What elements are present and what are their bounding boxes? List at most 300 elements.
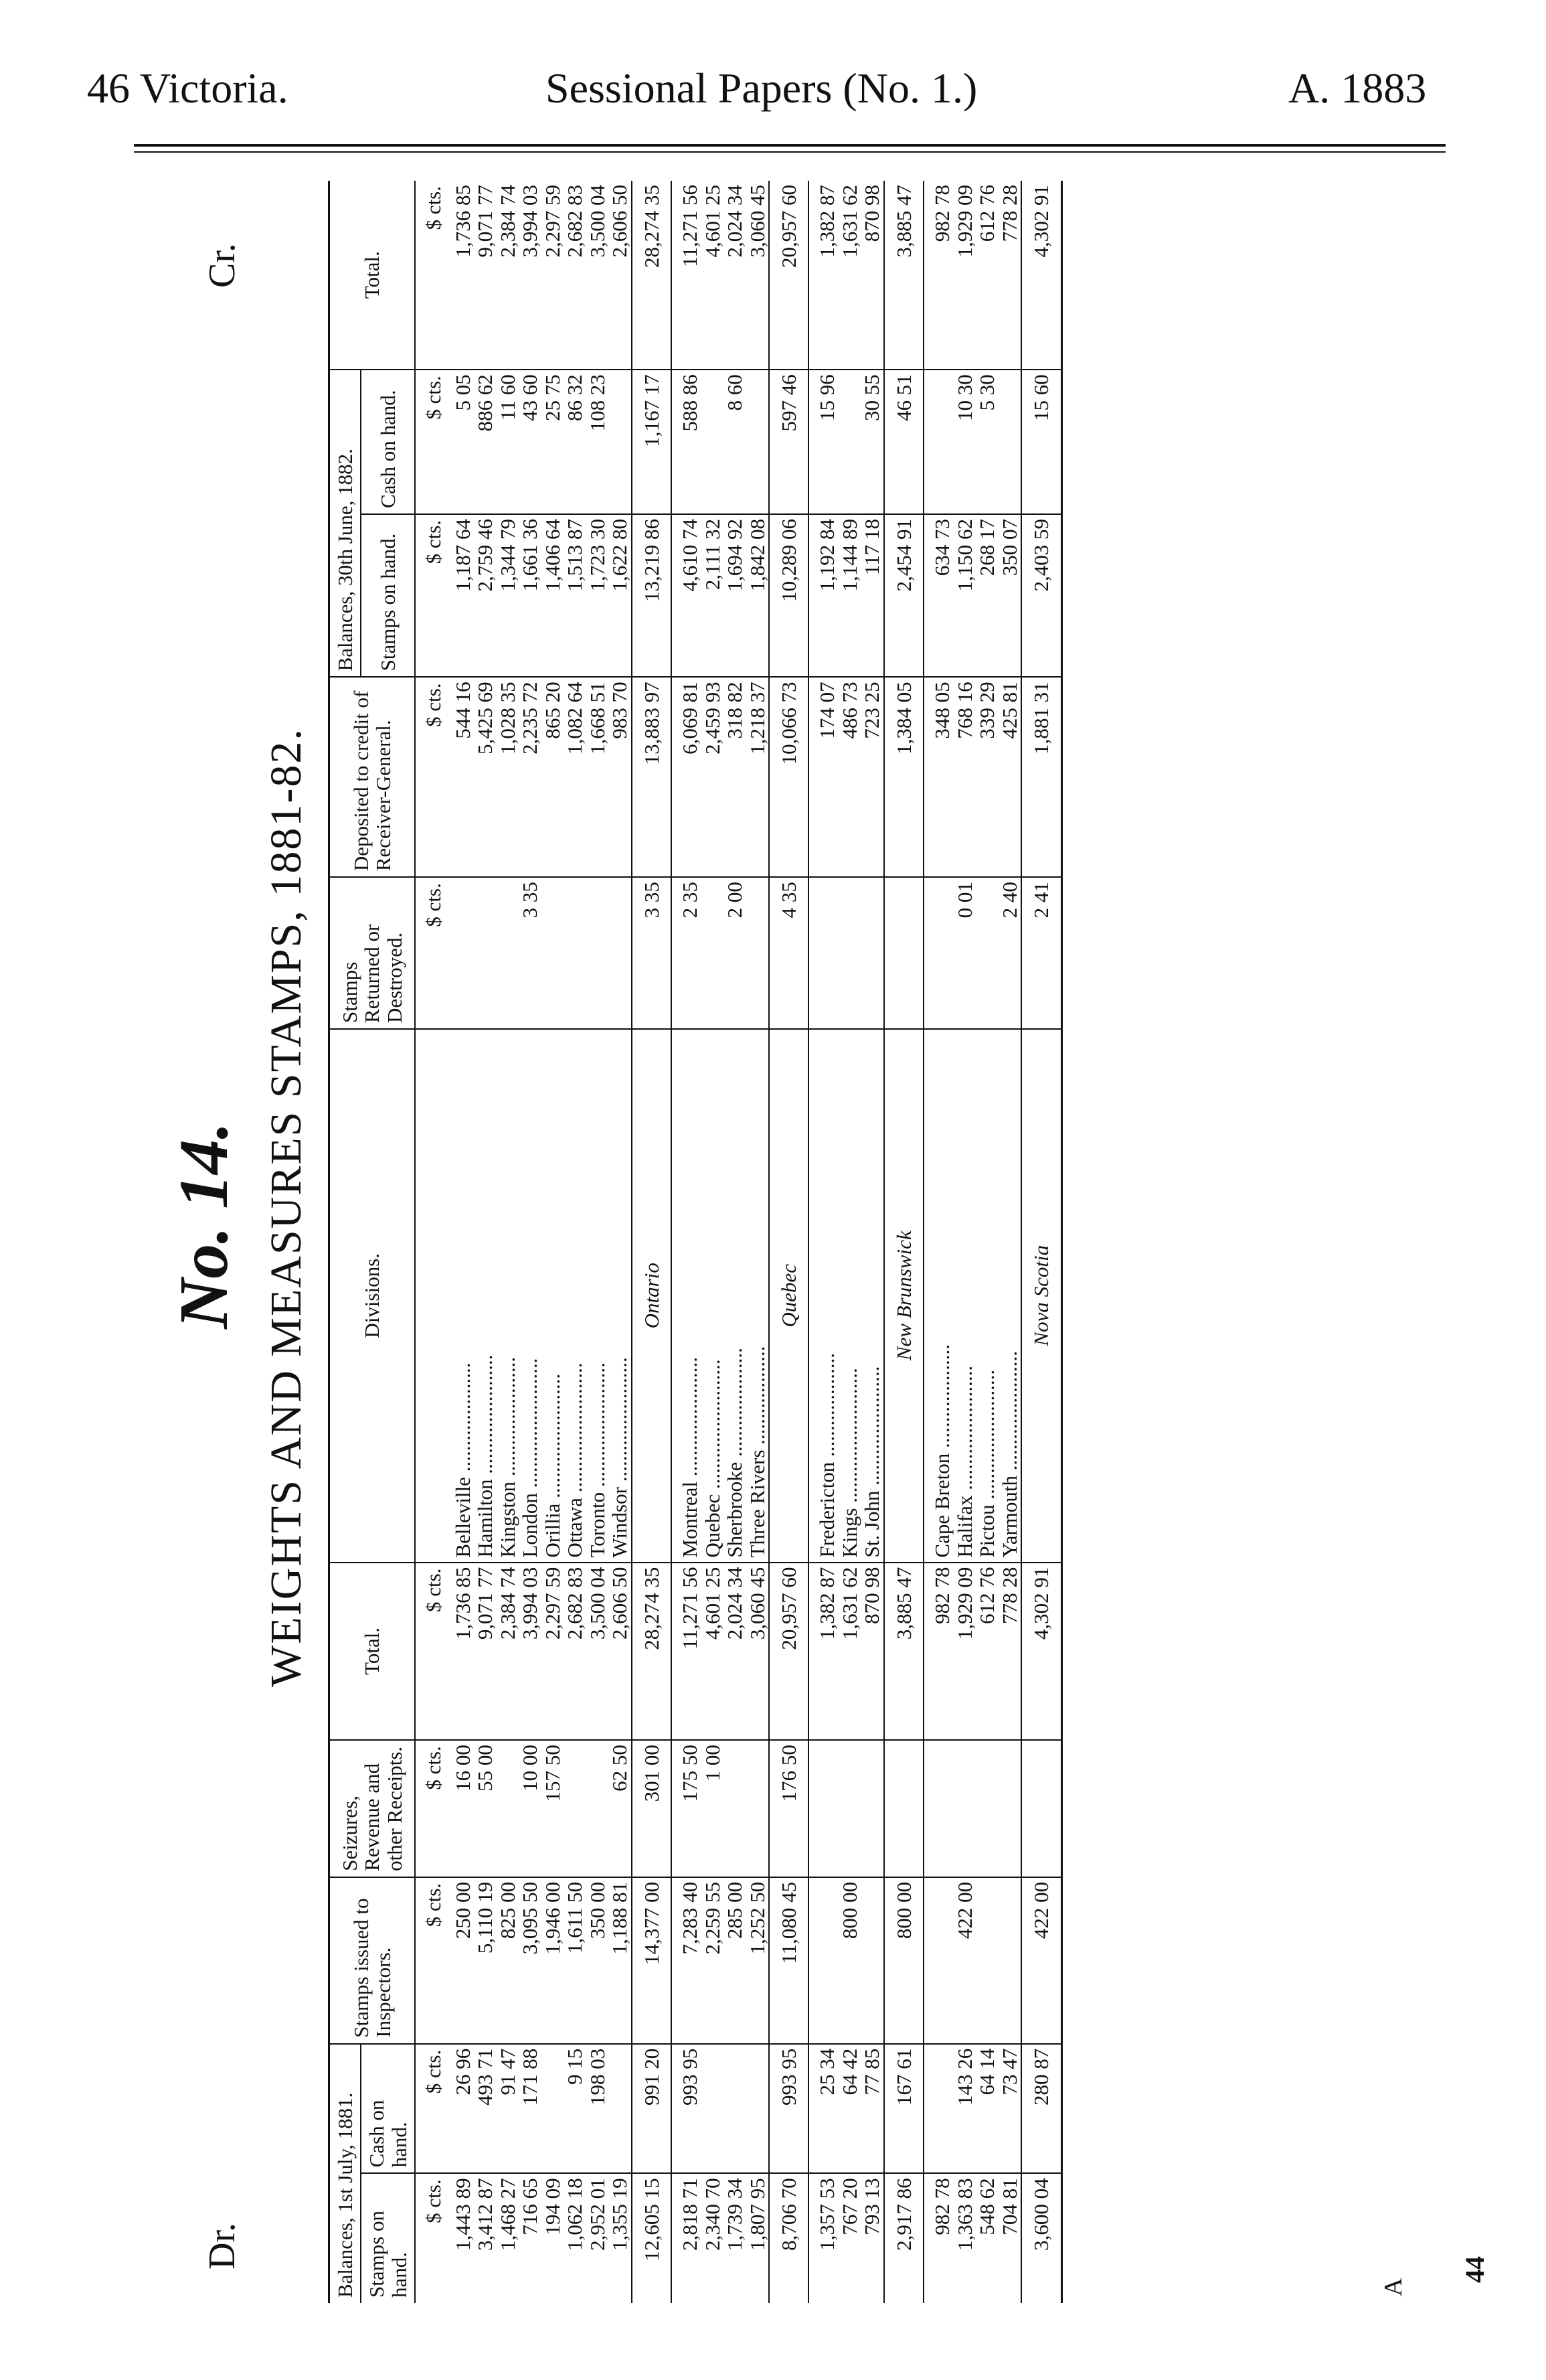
total-credit-cell: 9,071 77 — [474, 181, 496, 370]
stamps-returned-cell — [474, 877, 496, 1029]
cash-on-hand-1882-cell: 108 23 — [586, 370, 608, 514]
cash-on-hand-1881-cell: 280 87 — [1021, 2044, 1061, 2174]
table-row — [519, 181, 541, 2303]
stamps-on-hand-1881-cell: 1,357 53 — [815, 2178, 839, 2251]
cash-on-hand-1882-cell — [839, 370, 861, 514]
total-credit-cell: 778 28 — [999, 181, 1021, 370]
table-row — [608, 181, 631, 2303]
stamps-on-hand-1881-cell: 716 65 — [518, 2178, 542, 2235]
currency-label: $ cts. — [415, 2044, 451, 2174]
total-debit-cell: 9,071 77 — [474, 1563, 496, 1741]
total-credit-cell: 4,302 91 — [1021, 181, 1061, 370]
cash-on-hand-1882-cell: 5 05 — [452, 370, 474, 514]
cash-on-hand-1881-cell: 64 42 — [839, 2044, 861, 2174]
header-rule — [134, 144, 1446, 147]
cash-on-hand-1882-cell: 30 55 — [861, 370, 883, 514]
total-debit-cell: 1,736 85 — [452, 1563, 474, 1741]
stamps-on-hand-1882-cell: 268 17 — [976, 514, 998, 677]
col-stamps-on-hand: Stamps on hand. — [361, 2173, 415, 2303]
header-volume: 46 Victoria. — [87, 64, 288, 112]
stamps-issued-cell: 250 00 — [452, 1877, 474, 2044]
table-row — [497, 181, 519, 2303]
stamps-on-hand-1882-cell: 1,187 64 — [452, 514, 474, 677]
total-debit-cell: 3,994 03 — [519, 1563, 541, 1741]
cash-on-hand-1881-cell — [701, 2044, 723, 2174]
stamps-returned-cell — [608, 877, 631, 1029]
cash-on-hand-1882-cell: 5 30 — [976, 370, 998, 514]
stamps-returned-cell: 3 35 — [632, 877, 671, 1029]
division-name-cell: Halifax ........................ — [954, 1029, 976, 1563]
total-credit-cell: 11,271 56 — [671, 181, 701, 370]
stamps-issued-cell: 825 00 — [497, 1877, 519, 2044]
deposited-receiver-general-cell: 1,881 31 — [1021, 677, 1061, 877]
cash-on-hand-1882-cell: 10 30 — [954, 370, 976, 514]
total-debit-cell: 612 76 — [976, 1563, 998, 1741]
stamps-returned-cell — [497, 877, 519, 1029]
division-name-cell: Cape Breton .................... — [924, 1029, 953, 1563]
total-debit-cell: 4,601 25 — [701, 1563, 723, 1741]
division-name-cell: Sherbrooke ..................... — [723, 1029, 746, 1563]
total-credit-cell: 2,682 83 — [564, 181, 586, 370]
stamps-on-hand-1882-cell: 1,694 92 — [723, 514, 746, 677]
total-credit-cell: 870 98 — [861, 181, 883, 370]
stamps-returned-cell: 0 01 — [954, 877, 976, 1029]
total-credit-cell: 1,631 62 — [839, 181, 861, 370]
table-row — [541, 181, 564, 2303]
stamps-on-hand-1881-cell: 1,355 19 — [608, 2178, 632, 2251]
stamps-issued-cell — [999, 1877, 1021, 2044]
total-credit-cell: 612 76 — [976, 181, 998, 370]
division-name-cell: Windsor ........................ — [608, 1029, 631, 1563]
table-row — [701, 181, 723, 2303]
stamps-returned-cell — [452, 877, 474, 1029]
stamps-issued-cell: 350 00 — [586, 1877, 608, 2044]
total-credit-cell: 2,606 50 — [608, 181, 631, 370]
table-row — [954, 181, 976, 2303]
stamps-on-hand-1881-cell: 793 13 — [860, 2178, 884, 2235]
col-cash-on-hand: Cash on hand. — [361, 2044, 415, 2174]
total-credit-cell: 28,274 35 — [632, 181, 671, 370]
deposited-receiver-general-cell: 174 07 — [808, 677, 838, 877]
cash-on-hand-1881-cell: 493 71 — [474, 2044, 496, 2174]
stamps-on-hand-1881-cell: 548 62 — [975, 2178, 999, 2235]
stamps-issued-cell: 1,252 50 — [746, 1877, 769, 2044]
margin-mark: A — [1379, 2278, 1407, 2296]
stamps-on-hand-1881-cell: 8,706 70 — [769, 2173, 808, 2303]
cash-on-hand-1881-cell: 171 88 — [519, 2044, 541, 2174]
division-name-cell: London ......................... — [519, 1029, 541, 1563]
stamps-on-hand-1882-cell: 1,406 64 — [541, 514, 564, 677]
stamps-on-hand-1882-cell: 1,723 30 — [586, 514, 608, 677]
total-debit-cell: 870 98 — [861, 1563, 883, 1741]
total-debit-cell: 1,631 62 — [839, 1563, 861, 1741]
division-name-cell: Hamilton ....................... — [474, 1029, 496, 1563]
statement-title: WEIGHTS AND MEASURES STAMPS, 1881-82. — [262, 728, 311, 1687]
stamps-on-hand-1882-cell: 13,219 86 — [632, 514, 671, 677]
seizures-receipts-cell — [746, 1740, 769, 1877]
stamps-on-hand-1881-cell: 1,807 95 — [745, 2178, 769, 2251]
province-total-row — [769, 181, 808, 2303]
cash-on-hand-1881-cell: 991 20 — [632, 2044, 671, 2174]
stamps-on-hand-1882-cell: 2,759 46 — [474, 514, 496, 677]
division-name-cell: Toronto ........................ — [586, 1029, 608, 1563]
total-debit-cell: 20,957 60 — [769, 1563, 808, 1741]
stamps-issued-cell: 2,259 55 — [701, 1877, 723, 2044]
deposited-receiver-general-cell: 544 16 — [452, 677, 474, 877]
total-credit-cell: 1,736 85 — [452, 181, 474, 370]
deposited-receiver-general-cell: 768 16 — [954, 677, 976, 877]
total-debit-cell: 3,060 45 — [746, 1563, 769, 1741]
stamps-on-hand-1881-cell: 767 20 — [837, 2178, 861, 2235]
stamps-returned-cell — [586, 877, 608, 1029]
col-returned: Stamps Returned or Destroyed. — [329, 877, 416, 1029]
stamps-on-hand-1882-cell: 634 73 — [924, 514, 953, 677]
cash-on-hand-1882-cell — [746, 370, 769, 514]
table-row — [746, 181, 769, 2303]
stamps-returned-cell — [924, 877, 953, 1029]
stamps-issued-cell: 1,946 00 — [541, 1877, 564, 2044]
seizures-receipts-cell: 301 00 — [632, 1740, 671, 1877]
stamps-on-hand-1881-cell: 3,412 87 — [473, 2178, 497, 2251]
stamps-issued-cell: 422 00 — [954, 1877, 976, 2044]
cash-on-hand-1882-cell — [701, 370, 723, 514]
seizures-receipts-cell: 16 00 — [452, 1740, 474, 1877]
cash-on-hand-1882-cell: 1,167 17 — [632, 370, 671, 514]
seizures-receipts-cell — [1021, 1740, 1061, 1877]
stamps-on-hand-1881-cell: 704 81 — [997, 2178, 1021, 2235]
seizures-receipts-cell — [924, 1740, 953, 1877]
stamps-returned-cell — [808, 877, 838, 1029]
seizures-receipts-cell — [954, 1740, 976, 1877]
cash-on-hand-1882-cell: 886 62 — [474, 370, 496, 514]
currency-label: $ cts. — [415, 370, 451, 514]
cash-on-hand-1882-cell: 597 46 — [769, 370, 808, 514]
total-debit-cell: 778 28 — [999, 1563, 1021, 1741]
seizures-receipts-cell — [999, 1740, 1021, 1877]
seizures-receipts-cell — [564, 1740, 586, 1877]
stamps-issued-cell: 7,283 40 — [671, 1877, 701, 2044]
stamps-on-hand-1882-cell: 350 07 — [999, 514, 1021, 677]
division-name-cell: Three Rivers ................... — [746, 1029, 769, 1563]
total-credit-cell: 1,929 09 — [954, 181, 976, 370]
seizures-receipts-cell: 10 00 — [519, 1740, 541, 1877]
deposited-receiver-general-cell: 2,459 93 — [701, 677, 723, 877]
total-debit-cell: 2,024 34 — [723, 1563, 746, 1741]
table-row — [586, 181, 608, 2303]
cash-on-hand-1881-cell: 993 95 — [769, 2044, 808, 2174]
stamps-on-hand-1882-cell: 1,661 36 — [519, 514, 541, 677]
ledger-body — [452, 181, 1061, 2303]
stamps-on-hand-1881-cell: 12,605 15 — [632, 2173, 671, 2303]
division-name-cell: Kingston ....................... — [497, 1029, 519, 1563]
stamps-on-hand-1882-cell: 10,289 06 — [769, 514, 808, 677]
page-number: 44 — [1460, 2256, 1490, 2283]
deposited-receiver-general-cell: 425 81 — [999, 677, 1021, 877]
header-year: A. 1883 — [1288, 64, 1427, 112]
division-name-cell: Orillia ........................ — [541, 1029, 564, 1563]
seizures-receipts-cell: 55 00 — [474, 1740, 496, 1877]
header-rule-secondary — [134, 151, 1446, 153]
deposited-receiver-general-cell: 2,235 72 — [519, 677, 541, 877]
deposited-receiver-general-cell: 1,668 51 — [586, 677, 608, 877]
seizures-receipts-cell — [884, 1740, 924, 1877]
division-name-cell: Fredericton .................... — [808, 1029, 838, 1563]
currency-row — [415, 181, 451, 2303]
division-name-cell: St. John ....................... — [861, 1029, 883, 1563]
col-cash-on-hand-2: Cash on hand. — [361, 370, 415, 514]
table-row — [976, 181, 998, 2303]
total-credit-cell: 982 78 — [924, 181, 953, 370]
stamps-returned-cell: 2 35 — [671, 877, 701, 1029]
division-name-cell: Ontario — [632, 1029, 671, 1563]
stamps-returned-cell — [564, 877, 586, 1029]
stamps-on-hand-1881-cell: 2,818 71 — [678, 2178, 702, 2251]
cash-on-hand-1881-cell: 25 34 — [808, 2044, 838, 2174]
total-debit-cell: 2,297 59 — [541, 1563, 564, 1741]
stamps-issued-cell: 800 00 — [839, 1877, 861, 2044]
col-divisions: Divisions. — [329, 1029, 416, 1563]
deposited-receiver-general-cell: 13,883 97 — [632, 677, 671, 877]
stamps-on-hand-1881-cell: 1,443 89 — [450, 2178, 475, 2251]
deposited-receiver-general-cell: 723 25 — [861, 677, 883, 877]
deposited-receiver-general-cell: 486 73 — [839, 677, 861, 877]
rotated-ledger-page — [154, 174, 1490, 2310]
debit-label: Dr. — [201, 2223, 243, 2270]
stamps-returned-cell — [701, 877, 723, 1029]
cash-on-hand-1881-cell: 198 03 — [586, 2044, 608, 2174]
deposited-receiver-general-cell: 1,028 35 — [497, 677, 519, 877]
table-row — [839, 181, 861, 2303]
total-credit-cell: 20,957 60 — [769, 181, 808, 370]
total-debit-cell: 1,929 09 — [954, 1563, 976, 1741]
stamps-issued-cell: 285 00 — [723, 1877, 746, 2044]
province-total-row — [1021, 181, 1061, 2303]
total-credit-cell: 2,024 34 — [723, 181, 746, 370]
division-name-cell: Yarmouth ....................... — [999, 1029, 1021, 1563]
cash-on-hand-1882-cell: 46 51 — [884, 370, 924, 514]
total-debit-cell: 4,302 91 — [1021, 1563, 1061, 1741]
cash-on-hand-1881-cell: 143 26 — [954, 2044, 976, 2174]
table-row — [671, 181, 701, 2303]
total-credit-cell: 2,297 59 — [541, 181, 564, 370]
cash-on-hand-1881-cell: 77 85 — [861, 2044, 883, 2174]
col-total-2: Total. — [329, 181, 416, 370]
deposited-receiver-general-cell: 1,218 37 — [746, 677, 769, 877]
stamps-returned-cell: 2 40 — [999, 877, 1021, 1029]
total-credit-cell: 3,994 03 — [519, 181, 541, 370]
seizures-receipts-cell — [976, 1740, 998, 1877]
stamps-on-hand-1882-cell: 1,513 87 — [564, 514, 586, 677]
stamps-returned-cell — [541, 877, 564, 1029]
stamps-on-hand-1881-cell: 2,917 86 — [884, 2173, 924, 2303]
cash-on-hand-1882-cell: 86 32 — [564, 370, 586, 514]
stamps-issued-cell: 800 00 — [884, 1877, 924, 2044]
cash-on-hand-1881-cell — [541, 2044, 564, 2174]
cash-on-hand-1882-cell: 8 60 — [723, 370, 746, 514]
stamps-returned-cell — [884, 877, 924, 1029]
stamps-on-hand-1882-cell: 4,610 74 — [671, 514, 701, 677]
stamps-on-hand-1882-cell: 1,144 89 — [839, 514, 861, 677]
seizures-receipts-cell — [497, 1740, 519, 1877]
col-balances-1881: Balances, 1st July, 1881. — [329, 2044, 361, 2303]
total-debit-cell: 28,274 35 — [632, 1563, 671, 1741]
currency-label: $ cts. — [415, 1563, 451, 1741]
total-debit-cell: 2,682 83 — [564, 1563, 586, 1741]
deposited-receiver-general-cell: 1,082 64 — [564, 677, 586, 877]
deposited-receiver-general-cell: 5,425 69 — [474, 677, 496, 877]
stamps-on-hand-1881-cell: 3,600 04 — [1021, 2173, 1061, 2303]
division-name-cell: Quebec ......................... — [701, 1029, 723, 1563]
stamps-returned-cell: 4 35 — [769, 877, 808, 1029]
deposited-receiver-general-cell: 10,066 73 — [769, 677, 808, 877]
table-row — [999, 181, 1021, 2303]
stamps-on-hand-1881-cell: 1,363 83 — [952, 2178, 976, 2251]
col-seizures: Seizures, Revenue and other Receipts. — [329, 1740, 416, 1877]
col-stamps-on-hand-2: Stamps on hand. — [361, 514, 415, 677]
currency-label: $ cts. — [415, 514, 451, 677]
cash-on-hand-1882-cell — [999, 370, 1021, 514]
stamps-returned-cell — [861, 877, 883, 1029]
stamps-on-hand-1881-cell: 1,062 18 — [563, 2178, 587, 2251]
stamps-on-hand-1881-cell: 1,468 27 — [495, 2178, 519, 2251]
seizures-receipts-cell: 175 50 — [671, 1740, 701, 1877]
currency-label: $ cts. — [415, 1877, 451, 2044]
seizures-receipts-cell — [723, 1740, 746, 1877]
stamps-returned-cell: 2 00 — [723, 877, 746, 1029]
total-debit-cell: 1,382 87 — [808, 1563, 838, 1741]
total-debit-cell: 2,384 74 — [497, 1563, 519, 1741]
cash-on-hand-1881-cell — [608, 2044, 631, 2174]
currency-label: $ cts. — [415, 181, 451, 370]
stamps-on-hand-1882-cell: 1,192 84 — [808, 514, 838, 677]
table-row — [924, 181, 953, 2303]
stamps-on-hand-1881-cell: 982 78 — [930, 2178, 954, 2235]
total-credit-cell: 3,060 45 — [746, 181, 769, 370]
cash-on-hand-1882-cell — [608, 370, 631, 514]
cash-on-hand-1881-cell: 167 61 — [884, 2044, 924, 2174]
col-balances-1882: Balances, 30th June, 1882. — [329, 370, 361, 677]
division-name-cell: Montreal ....................... — [671, 1029, 701, 1563]
stamps-on-hand-1882-cell: 2,454 91 — [884, 514, 924, 677]
stamps-issued-cell: 5,110 19 — [474, 1877, 496, 2044]
total-credit-cell: 3,500 04 — [586, 181, 608, 370]
deposited-receiver-general-cell: 983 70 — [608, 677, 631, 877]
cash-on-hand-1882-cell: 588 86 — [671, 370, 701, 514]
col-total: Total. — [329, 1563, 416, 1741]
total-debit-cell: 3,500 04 — [586, 1563, 608, 1741]
seizures-receipts-cell — [808, 1740, 838, 1877]
cash-on-hand-1881-cell: 993 95 — [671, 2044, 701, 2174]
stamps-issued-cell: 14,377 00 — [632, 1877, 671, 2044]
cash-on-hand-1882-cell: 25 75 — [541, 370, 564, 514]
cash-on-hand-1881-cell — [723, 2044, 746, 2174]
stamps-on-hand-1881-cell: 2,952 01 — [585, 2178, 609, 2251]
table-row — [723, 181, 746, 2303]
stamps-issued-cell: 422 00 — [1021, 1877, 1061, 2044]
stamps-issued-cell — [861, 1877, 883, 2044]
stamps-issued-cell: 3,095 50 — [519, 1877, 541, 2044]
cash-on-hand-1882-cell: 43 60 — [519, 370, 541, 514]
division-name-cell: Belleville ..................... — [452, 1029, 474, 1563]
currency-label: $ cts. — [415, 2173, 451, 2303]
cash-on-hand-1882-cell: 11 60 — [497, 370, 519, 514]
total-debit-cell: 11,271 56 — [671, 1563, 701, 1741]
credit-label: Cr. — [201, 243, 243, 288]
currency-label: $ cts. — [415, 677, 451, 877]
deposited-receiver-general-cell: 1,384 05 — [884, 677, 924, 877]
seizures-receipts-cell: 176 50 — [769, 1740, 808, 1877]
cash-on-hand-1881-cell — [924, 2044, 953, 2174]
cash-on-hand-1881-cell: 91 47 — [497, 2044, 519, 2174]
stamps-returned-cell — [976, 877, 998, 1029]
header-sessional-papers: Sessional Papers (No. 1.) — [545, 64, 978, 112]
stamps-on-hand-1881-cell: 194 09 — [540, 2178, 564, 2235]
seizures-receipts-cell — [839, 1740, 861, 1877]
province-total-row — [884, 181, 924, 2303]
seizures-receipts-cell — [861, 1740, 883, 1877]
statement-number: No. 14. — [165, 1121, 242, 1329]
deposited-receiver-general-cell: 348 05 — [924, 677, 953, 877]
division-name-cell: Ottawa ......................... — [564, 1029, 586, 1563]
stamps-ledger-table — [328, 181, 1063, 2303]
seizures-receipts-cell — [586, 1740, 608, 1877]
deposited-receiver-general-cell: 318 82 — [723, 677, 746, 877]
stamps-on-hand-1881-cell: 1,739 34 — [723, 2178, 747, 2251]
currency-label: $ cts. — [415, 877, 451, 1029]
division-name-cell: Pictou ......................... — [976, 1029, 998, 1563]
stamps-returned-cell — [746, 877, 769, 1029]
total-credit-cell: 4,601 25 — [701, 181, 723, 370]
stamps-on-hand-1882-cell: 1,622 80 — [608, 514, 631, 677]
total-debit-cell: 982 78 — [924, 1563, 953, 1741]
stamps-on-hand-1882-cell: 1,344 79 — [497, 514, 519, 677]
stamps-on-hand-1882-cell: 1,150 62 — [954, 514, 976, 677]
table-row — [808, 181, 838, 2303]
table-row — [564, 181, 586, 2303]
cash-on-hand-1882-cell — [924, 370, 953, 514]
total-credit-cell: 1,382 87 — [808, 181, 838, 370]
stamps-issued-cell — [924, 1877, 953, 2044]
stamps-returned-cell: 2 41 — [1021, 877, 1061, 1029]
total-debit-cell: 2,606 50 — [608, 1563, 631, 1741]
total-credit-cell: 2,384 74 — [497, 181, 519, 370]
stamps-returned-cell: 3 35 — [519, 877, 541, 1029]
table-row — [861, 181, 883, 2303]
stamps-issued-cell — [976, 1877, 998, 2044]
deposited-receiver-general-cell: 339 29 — [976, 677, 998, 877]
division-name-cell: New Brunswick — [884, 1029, 924, 1563]
cash-on-hand-1882-cell: 15 60 — [1021, 370, 1061, 514]
stamps-returned-cell — [839, 877, 861, 1029]
stamps-on-hand-1882-cell: 1,842 08 — [746, 514, 769, 677]
total-debit-cell: 3,885 47 — [884, 1563, 924, 1741]
stamps-on-hand-1881-cell: 2,340 70 — [700, 2178, 724, 2251]
division-name-cell: Quebec — [769, 1029, 808, 1563]
header-row-1 — [329, 181, 361, 2303]
division-name-cell: Nova Scotia — [1021, 1029, 1061, 1563]
stamps-on-hand-1882-cell: 2,403 59 — [1021, 514, 1061, 677]
table-row — [452, 181, 474, 2303]
col-stamps-issued: Stamps issued to Inspectors. — [329, 1877, 416, 2044]
stamps-issued-cell: 11,080 45 — [769, 1877, 808, 2044]
stamps-issued-cell — [808, 1877, 838, 2044]
seizures-receipts-cell: 157 50 — [541, 1740, 564, 1877]
cash-on-hand-1881-cell: 73 47 — [999, 2044, 1021, 2174]
currency-label: $ cts. — [415, 1740, 451, 1877]
stamps-on-hand-1882-cell: 117 18 — [861, 514, 883, 677]
cash-on-hand-1881-cell — [746, 2044, 769, 2174]
seizures-receipts-cell: 62 50 — [608, 1740, 631, 1877]
